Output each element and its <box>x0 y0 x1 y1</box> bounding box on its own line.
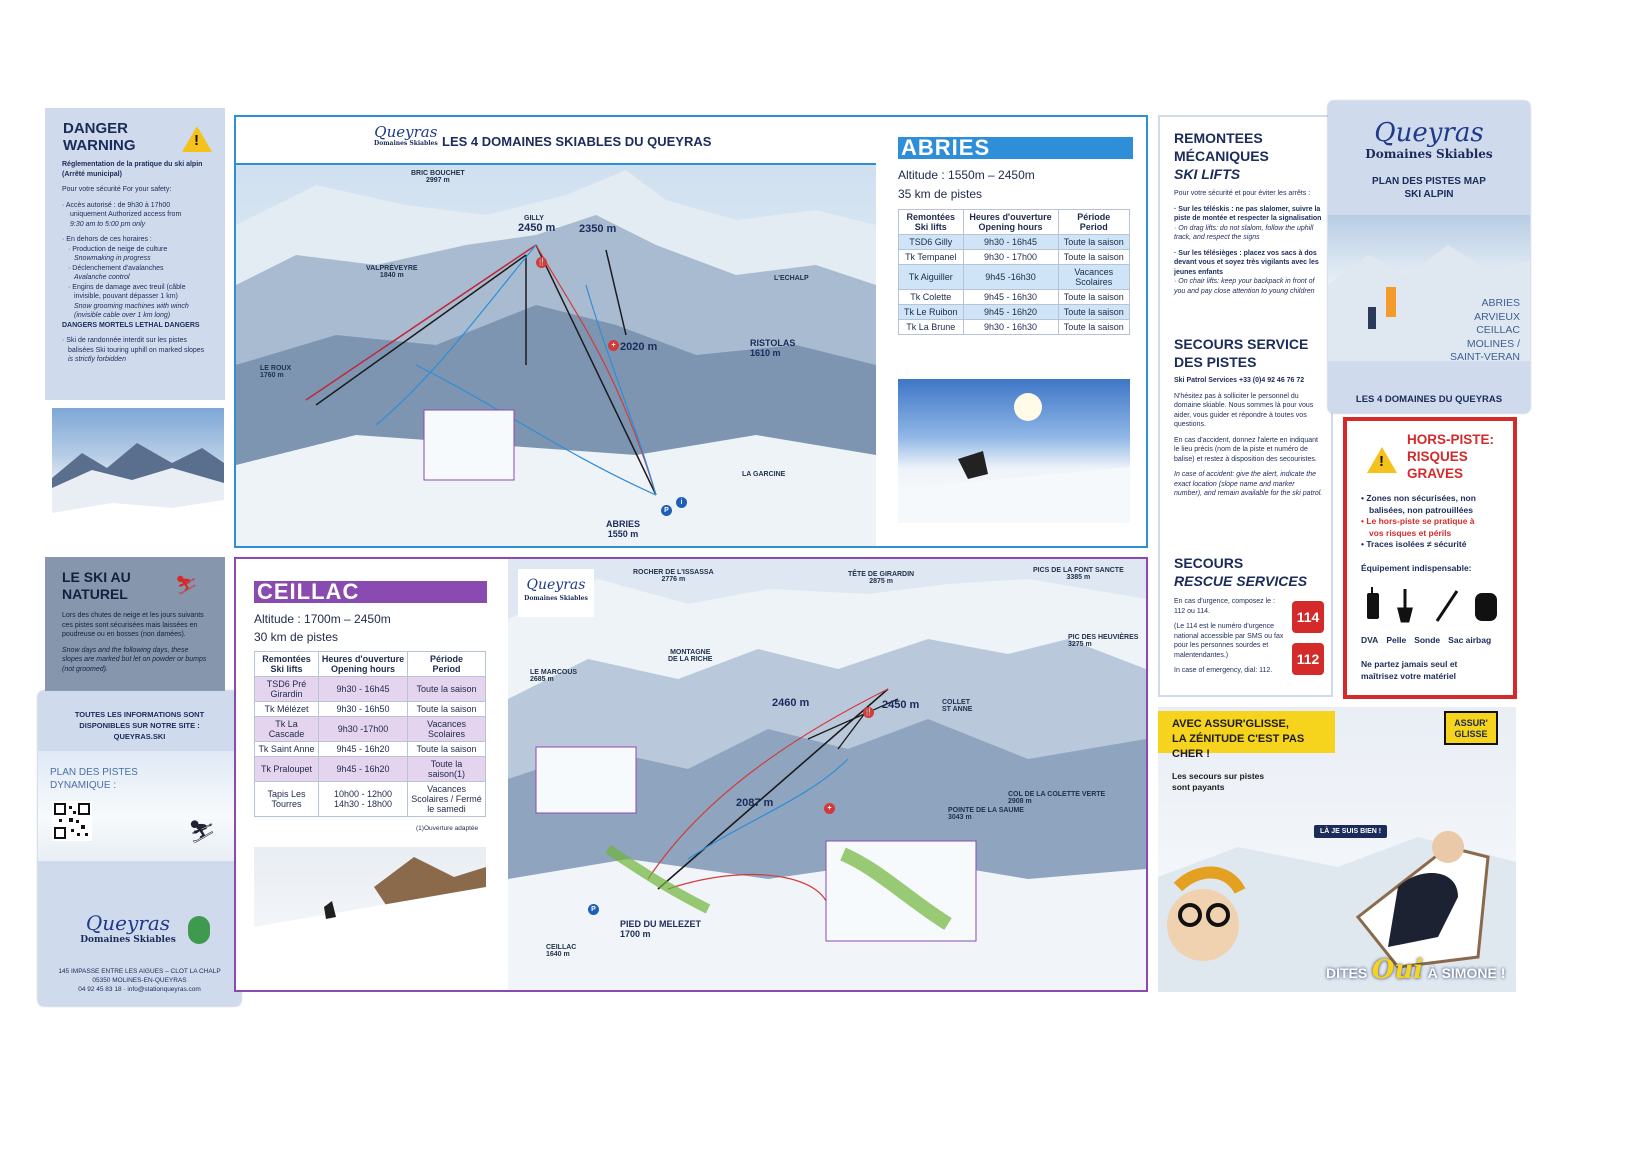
table-row: Tk La Cascade 9h30 -17h00 Vacances Scolaires <box>255 717 486 742</box>
ceillac-note: (1)Ouverture adaptée <box>416 825 479 832</box>
ceillac-piste-map[interactable] <box>508 559 1146 990</box>
lifts-title: REMONTEES MÉCANIQUES SKI LIFTS <box>1174 130 1269 182</box>
ceillac-col-lift: Remontées Ski lifts <box>255 652 319 677</box>
badge-112: 112 <box>1292 643 1324 675</box>
label-bric: BRIC BOUCHET 2997 m <box>411 170 465 184</box>
rescue-title: SECOURS RESCUE SERVICES <box>1174 555 1308 589</box>
table-row: Tk Le Ruibon 9h45 - 16h20 Toute la saison <box>899 305 1130 320</box>
label-collet: COLLET ST ANNE <box>942 699 973 713</box>
label-marcous: LE MARCOUS 2685 m <box>530 669 578 683</box>
ceillac-map-art <box>508 559 1146 990</box>
abries-col-lift: Remontées Ski lifts <box>899 210 964 235</box>
table-row: Tk Praloupet 9h45 - 16h20 Toute la saison(1) <box>255 757 486 782</box>
first-aid-icon: + <box>824 803 835 814</box>
abries-lift-table <box>898 209 1130 335</box>
plan-dynamique-label: PLAN DES PISTES DYNAMIQUE : <box>50 767 138 791</box>
assur-logo: ASSUR' GLISSE <box>1444 711 1498 745</box>
secours-text: Ski Patrol Services +33 (0)4 92 46 76 72 N'hésitez pas à solliciter le personnel du domaine skiable. Nous sommes là pour vous aider, vous guider et répondre à toutes vos questions. En cas d'accident, donnez l'alerte en indiquant le lieu précis (nom de la piste et numéro de balise) et restez à disposition des secouristes. In case of accident: give the alert, indicate the exact location (slope name and marker number), and remain available for the ski patrol. <box>1174 377 1323 497</box>
naturel-title: LE SKI AU NATUREL <box>62 569 131 602</box>
assurglisse-ad[interactable] <box>1158 707 1516 992</box>
cover-logo: Queyras Domaines Skiables <box>1365 118 1493 161</box>
table-row: Tk Colette 9h45 - 16h30 Toute la saison <box>899 290 1130 305</box>
abries-altitude: Altitude : 1550m – 2450m <box>898 168 1035 182</box>
mountain-photo-art <box>52 408 224 546</box>
hors-title: HORS-PISTE: RISQUES GRAVES <box>1407 432 1495 481</box>
equip-labels: DVA Pelle Sonde Sac airbag <box>1361 635 1492 645</box>
cover-photo <box>1328 215 1530 361</box>
ceillac-photo <box>254 847 486 971</box>
parking-icon: P <box>588 904 599 915</box>
ceillac-photo-art <box>254 847 486 971</box>
table-row: Tapis Les Tourres 10h00 - 12h00 14h30 - 18h00 Vacances Scolaires / Fermé le samedi <box>255 782 486 817</box>
info-icon: i <box>676 497 687 508</box>
map4-logo: Queyras Domaines Skiables <box>374 123 438 147</box>
shovel-icon <box>1399 589 1411 621</box>
skier-icon: ⛷ <box>175 575 198 595</box>
label-roux: LE ROUX 1760 m <box>260 365 292 379</box>
ceillac-title: CEILLAC <box>254 581 487 603</box>
abries-info <box>878 117 1146 546</box>
label-saume: POINTE DE LA SAUME 3043 m <box>948 807 1024 821</box>
label-pied: PIED DU MELEZET 1700 m <box>620 919 702 939</box>
table-row: TSD6 Gilly 9h30 - 16h45 Toute la saison <box>899 235 1130 250</box>
info-panel <box>38 691 241 1006</box>
parking-icon: P <box>661 505 672 516</box>
probe-icon <box>1437 591 1457 621</box>
cover-panel <box>1328 101 1530 413</box>
label-colette: COL DE LA COLETTE VERTE 2908 m <box>1008 791 1106 805</box>
ceillac-lift-table <box>254 651 486 817</box>
label-riche: MONTAGNE DE LA RICHE <box>668 649 713 663</box>
ceillac-altitude: Altitude : 1700m – 2450m <box>254 612 391 626</box>
label-2020: 2020 m <box>620 341 658 353</box>
abries-title: ABRIES <box>898 137 1133 159</box>
rescue-text: En cas d'urgence, composez le : 112 ou 114. (Le 114 est le numéro d'urgence national accessible par SMS ou fax pour les personnes sourdes et malentendantes.) In case of emergency, dial: 112. <box>1174 598 1284 674</box>
hors-piste-panel <box>1343 417 1517 699</box>
equipment-icons-art <box>1361 587 1507 627</box>
hors-bullets: • Zones non sécurisées, non balisées, non patrouillées • Le hors-piste se pratique à vos risques et périls • Traces isolées ≠ sécurité <box>1361 493 1476 549</box>
qr-code-icon <box>52 801 92 841</box>
ceillac-col-period: Période Period <box>408 652 486 677</box>
warning-icon: ! <box>182 126 212 152</box>
restaurant-icon: 🍴 <box>537 259 546 266</box>
table-row: Tk Mélézet 9h30 - 16h50 Toute la saison <box>255 702 486 717</box>
naturel-panel <box>45 557 225 697</box>
label-2450c: 2450 m <box>882 699 920 711</box>
danger-text: Réglementation de la pratique du ski alpin (Arrêté municipal) Pour votre sécurité For your safety: · Accès autorisé : de 9h30 à 17h00 uniquement Authorized access from 9:30 am to 5:00 pm only · En dehors de ces horaires : · Production de neige de culture Snowmaking in progress · Déclenchement d'avalanches Avalanche control · Engins de damage avec treuil (câble invisible, pouvant dépasser 1 km) Snow grooming machines with winch (invisible cable over 1 km long) DANGERS MORTELS LETHAL DANGERS · Ski de randonnée interdit sur les pistes balisées Ski touring uphill on marked slopes is strictly forbidden <box>62 161 205 363</box>
parc-badge <box>188 916 210 944</box>
secours-pistes-title: SECOURS SERVICE DES PISTES <box>1174 336 1309 370</box>
abries-piste-map[interactable] <box>236 165 876 546</box>
mountain-photo <box>52 408 224 546</box>
cover-places: ABRIES ARVIEUX CEILLAC MOLINES / SAINT-VERAN <box>1449 297 1520 361</box>
abries-km: 35 km de pistes <box>898 187 983 201</box>
label-girardin: TÊTE DE GIRARDIN 2875 m <box>848 571 915 585</box>
assur-slogan: DITES Oui À SIMONE ! <box>1326 955 1506 985</box>
assur-bubble: LÀ JE SUIS BIEN ! <box>1314 825 1387 838</box>
abries-photo-art <box>898 379 1130 523</box>
badge-114: 114 <box>1292 601 1324 633</box>
lifts-panel <box>1158 115 1333 697</box>
table-row: TSD6 Pré Girardin 9h30 - 16h45 Toute la saison <box>255 677 486 702</box>
label-gilly: GILLY <box>524 215 544 222</box>
info-address: 145 IMPASSE ENTRE LES AIGUES – CLOT LA CHALP 05350 MOLINES-EN-QUEYRAS 04 92 45 83 18 · info@stationqueyras.com <box>58 968 221 993</box>
ceillac-map-logo: Queyras Domaines Skiables <box>518 569 594 617</box>
info-logo: Queyras Domaines Skiables <box>80 911 176 945</box>
table-row: Tk Saint Anne 9h45 - 16h20 Toute la saison <box>255 742 486 757</box>
label-heuvieres: PIC DES HEUVIÈRES 3275 m <box>1068 634 1139 648</box>
dynamic-map-photo <box>38 751 241 861</box>
equip-label: Équipement indispensable: <box>1361 563 1472 573</box>
label-garcine: LA GARCINE <box>742 471 786 478</box>
naturel-text: Lors des chutes de neige et les jours suivants ces pistes sont sécurisées mais laissées en poudreuse ou en bosses (non damées). Snow days and the following days, these slopes are marked but let on powder or bumps (not groomed). <box>62 612 207 673</box>
label-2450: 2450 m <box>518 222 556 234</box>
cover-footer: LES 4 DOMAINES DU QUEYRAS <box>1355 394 1503 405</box>
abries-col-period: Période Period <box>1058 210 1129 235</box>
abries-col-hours: Heures d'ouverture Opening hours <box>963 210 1058 235</box>
hors-warning-icon: ! <box>1367 447 1397 473</box>
label-2350: 2350 m <box>579 223 617 235</box>
label-2087: 2087 m <box>736 797 774 809</box>
website-link[interactable]: QUEYRAS.SKI <box>113 732 166 741</box>
first-aid-icon: + <box>608 340 619 351</box>
label-2460: 2460 m <box>772 697 810 709</box>
table-row: Tk La Brune 9h30 - 16h30 Toute la saison <box>899 320 1130 335</box>
label-valpreveyre: VALPRÉVEYRE 1840 m <box>366 265 418 279</box>
label-ristolas: RISTOLAS 1610 m <box>750 338 796 358</box>
qr-code[interactable] <box>52 801 92 841</box>
restaurant-icon: 🍴 <box>864 709 873 716</box>
label-ceillac: CEILLAC 1640 m <box>546 944 577 958</box>
table-row: Tk Aiguiller 9h45 -16h30 Vacances Scolaires <box>899 265 1130 290</box>
label-abries: ABRIES 1550 m <box>606 519 641 539</box>
cover-heading: PLAN DES PISTES MAP SKI ALPIN <box>1372 176 1486 200</box>
table-row: Tk Tempanel 9h30 - 17h00 Toute la saison <box>899 250 1130 265</box>
label-issassa: ROCHER DE L'ISSASSA 2776 m <box>633 569 714 583</box>
map4-header <box>236 117 876 165</box>
abries-photo <box>898 379 1130 523</box>
skier-photo-icon: ⛷ <box>188 819 216 844</box>
label-font-sancte: PICS DE LA FONT SANCTE 3385 m <box>1033 567 1124 581</box>
danger-panel <box>45 108 225 400</box>
lifts-text: Pour votre sécurité et pour éviter les arrêts : · Sur les téléskis : ne pas slalomer, suivre la piste de montée et respecter la signalisation · On drag lifts: do not slalom, follow the uphill track, and respect the signs · Sur les télésièges : placez vos sacs à dos devant vous et soyez très vigilants avec les jeunes enfants · On chair lifts: keep your backpack in front of you and pay close attention to young children <box>1174 190 1322 295</box>
assur-banner: AVEC ASSUR'GLISSE, LA ZÉNITUDE C'EST PAS CHER ! <box>1158 711 1335 753</box>
map4-title: LES 4 DOMAINES SKIABLES DU QUEYRAS <box>442 134 712 149</box>
equip-icons <box>1361 587 1507 627</box>
ceillac-km: 30 km de pistes <box>254 630 339 644</box>
assur-note: Les secours sur pistes sont payants <box>1172 771 1265 792</box>
dva-icon <box>1367 593 1379 619</box>
ceillac-info <box>236 559 506 990</box>
hors-footer: Ne partez jamais seul et maîtrisez votre matériel <box>1361 659 1458 681</box>
ceillac-col-hours: Heures d'ouverture Opening hours <box>318 652 407 677</box>
airbag-icon <box>1475 593 1497 621</box>
info-heading: TOUTES LES INFORMATIONS SONT DISPONIBLES SUR NOTRE SITE : QUEYRAS.SKI <box>38 709 241 742</box>
label-echalp: L'ECHALP <box>774 275 809 282</box>
danger-title: DANGER WARNING <box>63 120 136 154</box>
